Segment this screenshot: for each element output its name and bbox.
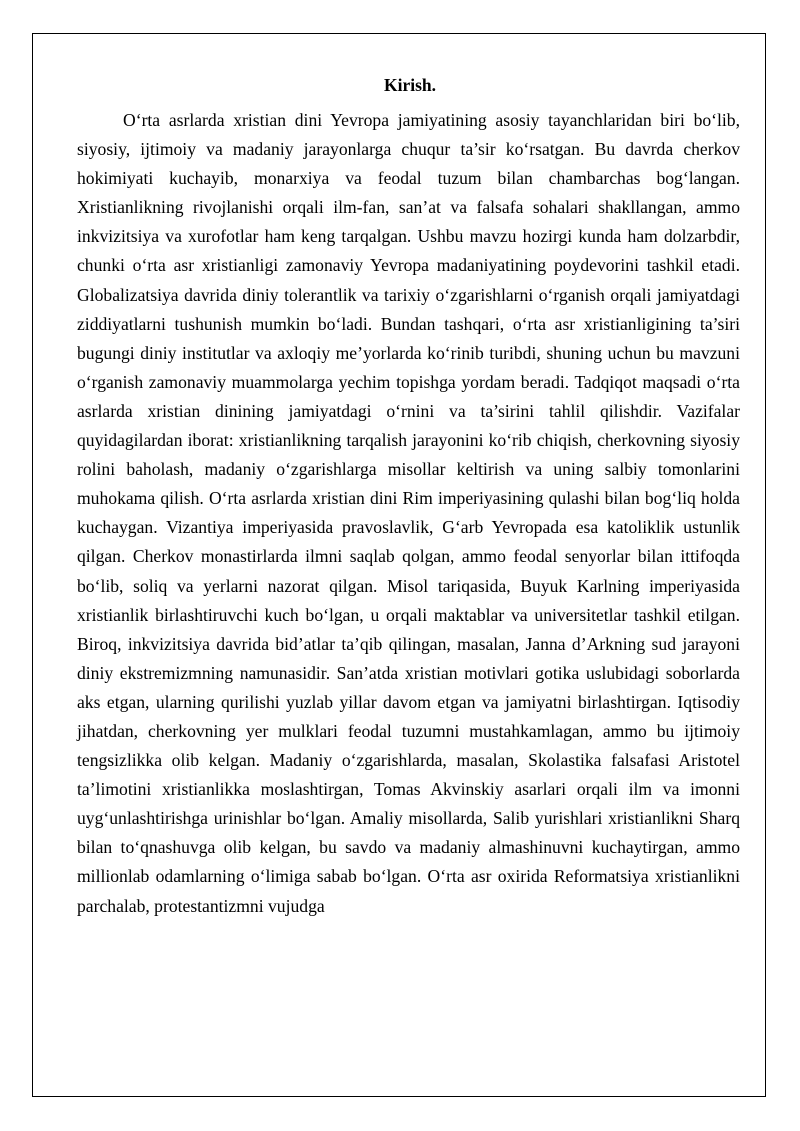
body-paragraph: O‘rta asrlarda xristian dini Yevropa jamiyatining asosiy tayanchlaridan biri bo‘lib, siyosiy, ijtimoiy va madaniy jarayonlarga chuqur ta’sir ko‘rsatgan. Bu davrda cherkov hokimiyati kuchayib, monarxiya va feodal tuzum bilan chambarchas bog‘langan. Xristianlikning rivojlanishi orqali ilm-fan, san’at va falsafa sohalari shakllangan, ammo inkvizitsiya va xurofotlar ham keng tarqalgan. Ushbu mavzu hozirgi kunda ham dolzarbdir, chunki o‘rta asr xristianligi zamonaviy Yevropa madaniyatining poydevorini tashkil etadi. Globalizatsiya davrida diniy tolerantlik va tarixiy o‘zgarishlarni o‘rganish orqali jamiyatdagi ziddiyatlarni tushunish mumkin bo‘ladi. Bundan tashqari, o‘rta asr xristianligining ta’siri bugungi diniy institutlar va axloqiy me’yorlarda ko‘rinib turibdi, shuning uchun bu mavzuni o‘rganish zamonaviy muammolarga yechim topishga yordam beradi. Tadqiqot maqsadi o‘rta asrlarda xristian dinining jamiyatdagi o‘rnini va ta’sirini tahlil qilishdir. Vazifalar quyidagilardan iborat: xristianlikning tarqalish jarayonini ko‘rib chiqish, cherkovning siyosiy rolini baholash, madaniy o‘zgarishlarga misollar keltirish va uning salbiy tomonlarini muhokama qilish. O‘rta asrlarda xristian dini Rim imperiyasining qulashi bilan bog‘liq holda kuchaygan. Vizantiya imperiyasida pravoslavlik, G‘arb Yevropada esa katoliklik ustunlik qilgan. Cherkov monastirlarda ilmni saqlab qolgan, ammo feodal senyorlar bilan ittifoqda bo‘lib, soliq va yerlarni nazorat qilgan. Misol tariqasida, Buyuk Karlning imperiyasida xristianlik birlashtiruvchi kuch bo‘lgan, u orqali maktablar va universitetlar tashkil etilgan. Biroq, inkvizitsiya davrida bid’atlar ta’qib qilingan, masalan, Janna d’Arkning sud jarayoni diniy ekstremizmning namunasidir. San’atda xristian motivlari gotika uslubidagi soborlarda aks etgan, ularning qurilishi yuzlab yillar davom etgan va jamiyatni birlashtirgan. Iqtisodiy jihatdan, cherkovning yer mulklari feodal tuzumni mustahkamlagan, ammo bu ijtimoiy tengsizlikka olib kelgan. Madaniy o‘zgarishlarda, masalan, Skolastika falsafasi Aristotel ta’limotini xristianlikka moslashtirgan, Tomas Akvinskiy asarlari orqali ilm va imonni uyg‘unlashtirishga urinishlar bo‘lgan. Amaliy misollarda, Salib yurishlari xristianlikni Sharq bilan to‘qnashuvga olib kelgan, bu savdo va madaniy almashinuvni kuchaytirgan, ammo millionlab odamlarning o‘limiga sabab bo‘lgan. O‘rta asr oxirida Reformatsiya xristianlikni parchalab, protestantizmni vujudga — [77, 110, 740, 916]
document-title: Kirish. — [383, 75, 437, 95]
